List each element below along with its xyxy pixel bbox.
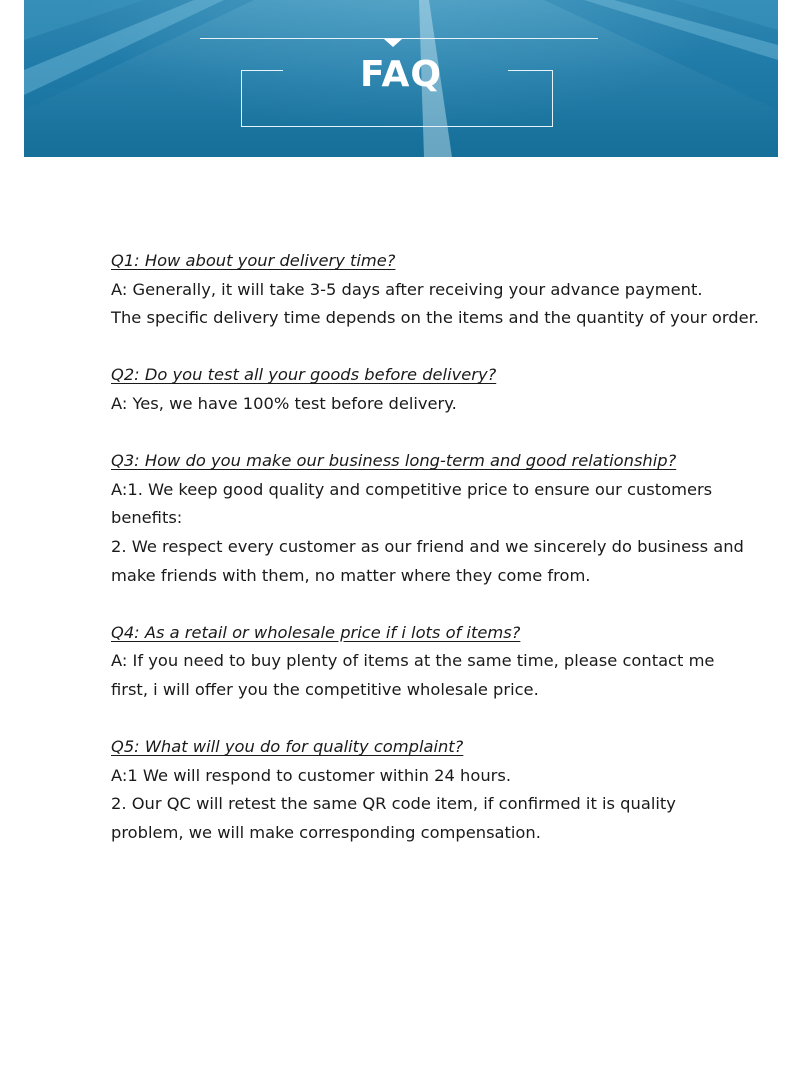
faq-question: Q1: How about your delivery time? — [111, 251, 396, 270]
faq-answer-line: A:1 We will respond to customer within 24 hours. — [111, 765, 511, 785]
faq-answer-line: A: Yes, we have 100% test before delivery. — [111, 393, 457, 413]
faq-answer-line: 2. Our QC will retest the same QR code item, if confirmed it is quality problem, we will make corresponding compensation. — [111, 794, 676, 842]
caret-down-icon — [384, 39, 402, 47]
faq-question: Q3: How do you make our business long-term and good relationship? — [111, 451, 677, 471]
faq-answer-line: The specific delivery time depends on the items and the quantity of your order. — [111, 308, 759, 328]
faq-item-1 — [111, 247, 759, 333]
faq-answer-line: 2. We respect every customer as our friend and we sincerely do business and make friends with them, no matter where they come from. — [111, 536, 744, 585]
faq-question: Q2: Do you test all your goods before delivery? — [111, 365, 497, 385]
faq-answer-line: A: If you need to buy plenty of items at the same time, please contact me first, i will offer you the competitive wholesale price. — [111, 651, 715, 699]
faq-banner — [24, 0, 778, 157]
faq-question: Q5: What will you do for quality complaint? — [111, 737, 464, 757]
faq-question: Q4: As a retail or wholesale price if i lots of items? — [111, 622, 521, 642]
faq-item-5 — [111, 733, 751, 847]
faq-answer-line: A:1. We keep good quality and competitive price to ensure our customers benefits: — [111, 479, 713, 528]
faq-item-2 — [111, 361, 751, 418]
page-title: FAQ — [360, 54, 442, 95]
faq-item-4 — [111, 619, 751, 705]
faq-list — [111, 247, 759, 876]
faq-answer-line: A: Generally, it will take 3-5 days after receiving your advance payment. — [111, 279, 703, 299]
faq-item-3 — [111, 447, 751, 590]
